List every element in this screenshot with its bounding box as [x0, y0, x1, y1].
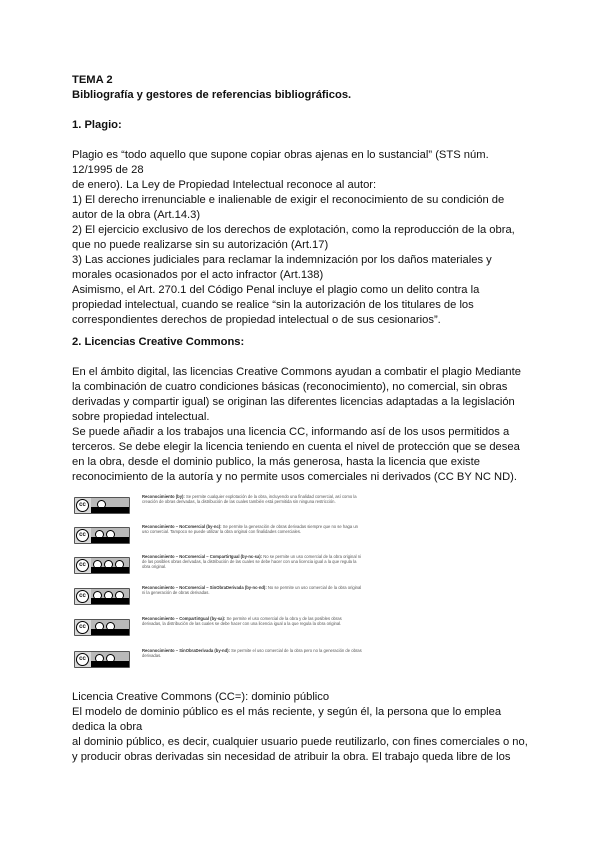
section-3-line: al dominio público, es decir, cualquier usuario puede reutilizarlo, con fines comerciales o no, [72, 736, 528, 748]
license-row [72, 616, 362, 640]
section-1-line: 12/1995 de 28 [72, 164, 144, 176]
section-2-line: Se puede añadir a los trabajos una licencia CC, informando así de los usos permitidos a [72, 426, 510, 438]
section-2-line: en la obra, desde el dominio publico, la más generosa, hasta la licencia que existe [72, 456, 480, 468]
section-1-line: 3) Las acciones judiciales para reclamar la indemnización por los daños materiales y [72, 254, 492, 266]
license-description [142, 554, 362, 578]
section-1-line: 2) El ejercicio exclusivo de los derechos de explotación, como la reproducción de la obra, [72, 224, 515, 236]
license-text: Se permite el uso comercial de la obra y de las posibles obras derivadas, la distribución de las cuales se debe hacer con una licencia igual a la que regula la obra original. [142, 616, 342, 626]
section-3-line: y producir obras derivadas sin necesidad de atribuir la obra. El trabajo queda libre de los [72, 751, 511, 763]
cc-by-nc-sa-badge-icon: cc [74, 557, 130, 574]
license-name: Reconocimiento – NoComercial – CompartirIgual (by-nc-sa): [142, 554, 263, 559]
license-text: Se permite cualquier explotación de la obra, incluyendo una finalidad comercial, así como la creación de obras derivadas, la distribución de las cuales también está permitida sin ninguna restricción. [142, 494, 357, 504]
cc-by-nc-badge-icon: cc [74, 527, 130, 544]
cc-by-nd-badge-icon: cc [74, 651, 130, 668]
section-1-line: morales ocasionados por el acto infractor (Art.138) [72, 269, 324, 281]
license-text: No se permite un uso comercial de la obra original ni de las posibles obras derivadas, la distribución de las cuales se debe hacer con una licencia igual a la que regula la obra original. [142, 554, 362, 569]
section-3-line: El modelo de dominio público es el más reciente, y según él, la persona que lo emplea [72, 706, 502, 718]
license-name: Reconocimiento (by): [142, 494, 185, 499]
section-1-heading: 1. Plagio: [72, 119, 122, 131]
section-1-line: de enero). La Ley de Propiedad Intelectual reconoce al autor: [72, 179, 377, 191]
license-description [142, 585, 362, 609]
section-1-line: que no puede realizarse sin su autorización (Art.17) [72, 239, 329, 251]
tema-label: TEMA 2 [72, 74, 113, 86]
section-1-line: propiedad intelectual, cuando se realice “sin la autorización de los titulares de los [72, 299, 474, 311]
license-row [72, 524, 362, 548]
license-text: Se permite la generación de obras derivadas siempre que no se haga un uso comercial. Tampoco se puede utilizar la obra original con finalidades comerciales. [142, 524, 358, 534]
license-description [142, 648, 362, 672]
cc-by-sa-badge-icon: cc [74, 619, 130, 636]
license-name: Reconocimiento – CompartirIgual (by-sa): [142, 616, 226, 621]
document-title: Bibliografía y gestores de referencias bibliográficos. [72, 89, 352, 101]
section-2-line: terceros. Se debe elegir la licencia teniendo en cuenta el nivel de protección que se desea [72, 441, 520, 453]
section-1-line: autor de la obra (Art.14.3) [72, 209, 201, 221]
license-row [72, 494, 362, 518]
section-2-line: la combinación de cuatro condiciones básicas (reconocimiento), no comercial, sin obras [72, 381, 508, 393]
license-text: Se permite el uso comercial de la obra pero no la generación de obras derivadas. [142, 648, 362, 658]
section-3-line: Licencia Creative Commons (CC=): dominio público [72, 691, 330, 703]
section-2-line: reconocimiento de la autoría y no permite usos comerciales ni derivados (CC BY NC ND). [72, 471, 517, 483]
license-row [72, 648, 362, 672]
license-name: Reconocimiento – NoComercial (by-nc): [142, 524, 222, 529]
cc-by-nc-nd-badge-icon: cc [74, 588, 130, 605]
cc-licenses-figure [72, 490, 362, 675]
license-description [142, 494, 362, 518]
section-2-line: sobre propiedad intelectual. [72, 411, 210, 423]
section-3-line: dedica la obra [72, 721, 143, 733]
section-2-heading: 2. Licencias Creative Commons: [72, 336, 245, 348]
license-name: Reconocimiento – SinObraDerivada (by-nd): [142, 648, 230, 653]
section-1-line: 1) El derecho irrenunciable e inalienable de exigir el reconocimiento de su condición de [72, 194, 505, 206]
license-description [142, 616, 362, 640]
cc-by-badge-icon: cc [74, 497, 130, 514]
license-name: Reconocimiento – NoComercial – SinObraDerivada (by-nc-nd): [142, 585, 267, 590]
section-2-line: derivadas y compartir igual) se originan las diferentes licencias adaptadas a la legislación [72, 396, 515, 408]
section-2-line: En el ámbito digital, las licencias Creative Commons ayudan a combatir el plagio Mediante [72, 366, 521, 378]
section-1-line: Asimismo, el Art. 270.1 del Código Penal incluye el plagio como un delito contra la [72, 284, 480, 296]
license-description [142, 524, 362, 548]
license-row [72, 585, 362, 609]
section-1-line: Plagio es “todo aquello que supone copiar obras ajenas en lo sustancial” (STS núm. [72, 149, 489, 161]
license-text: No se permite un uso comercial de la obra original ni la generación de obras derivadas. [142, 585, 362, 595]
license-row [72, 554, 362, 578]
section-1-line: correspondientes derechos de propiedad intelectual o de sus cesionarios”. [72, 314, 441, 326]
